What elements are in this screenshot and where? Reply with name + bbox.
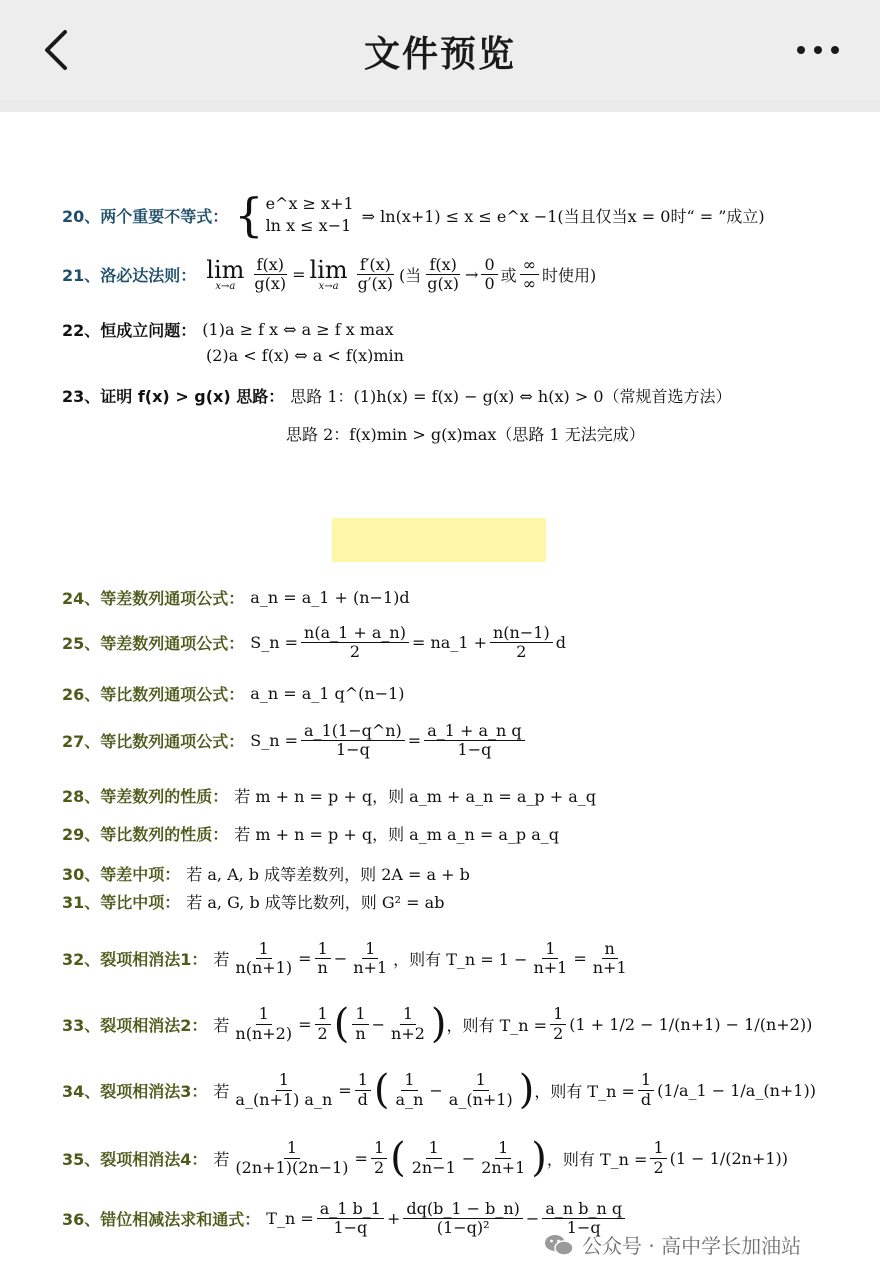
formula-text: ，则有 T_n = bbox=[534, 1081, 635, 1101]
fraction: $\frac{1}{2n+1}$ bbox=[481, 1138, 526, 1177]
formula-text: = bbox=[407, 731, 422, 751]
fraction: $\frac{dq(b\_1 - b\_n)}{\text{(1−q)²}}$ bbox=[403, 1200, 523, 1238]
formula-27 bbox=[62, 722, 528, 760]
formula-text: a_n = a_1 q^(n−1) bbox=[250, 684, 405, 703]
formula-text: 或 bbox=[500, 266, 517, 286]
fraction: $\frac{1}{n(n+1)}$ bbox=[235, 939, 293, 978]
formula-30 bbox=[62, 862, 470, 885]
fraction: $\frac{1}{n(n+2)}$ bbox=[235, 1004, 293, 1043]
fraction: $\frac{1}{2}$ bbox=[315, 1005, 331, 1043]
formula-text: 若 m + n = p + q，则 a_m + a_n = a_p + a_q bbox=[234, 787, 597, 806]
formula-text: 若 bbox=[213, 1015, 230, 1035]
formula-label: 35、裂项相消法4： bbox=[62, 1149, 208, 1169]
formula-label: 27、等比数列通项公式： bbox=[62, 732, 245, 752]
fraction: $\frac{n(n-1)}{2}$ bbox=[490, 624, 553, 662]
formula-text: 若 a, A, b 成等差数列，则 2A = a + b bbox=[186, 865, 470, 884]
formula-text: S_n = bbox=[250, 731, 299, 751]
formula-label: 24、等差数列通项公式： bbox=[62, 589, 245, 608]
formula-label: 21、洛必达法则： bbox=[62, 266, 197, 286]
fraction: $\frac{1}{2n-1}$ bbox=[411, 1138, 456, 1177]
formula-text: 若 bbox=[213, 1081, 230, 1101]
fraction: $\frac{\infty}{\infty}$ bbox=[520, 256, 539, 294]
fraction: $\frac{1}{a\_n}$ bbox=[395, 1070, 424, 1109]
formula-29 bbox=[62, 822, 559, 845]
formula-text: ，则有 T_n = 1 − bbox=[393, 950, 528, 970]
case-line: e^x ≥ x+1 bbox=[265, 193, 354, 213]
formula-text: ，则有 T_n = bbox=[446, 1015, 548, 1035]
fraction: $\frac{0}{0}$ bbox=[481, 256, 497, 294]
formula-text: (1 − 1/(2n+1)) bbox=[669, 1148, 789, 1168]
case-system bbox=[234, 188, 354, 242]
more-button[interactable] bbox=[790, 30, 846, 70]
formula-35: 35、裂项相消法4： 若 $\frac{1}{(2n+1)(2n-1)}$ = $\frac{1}{2}$ ( $\frac{1}{2n-1}$ − $\frac{1}{2n+1}$ ) ，则有 T_n = $\frac{1}{2}$ (1 − 1/(2n+1)) bbox=[62, 1135, 789, 1181]
formula-text: (1)a ≥ f x ⇔ a ≥ f x max bbox=[202, 320, 394, 339]
formula-25 bbox=[62, 624, 566, 662]
limit: lim x→a bbox=[206, 255, 245, 292]
fraction: $\frac{1}{2}$ bbox=[650, 1139, 666, 1177]
formula-label: 33、裂项相消法2： bbox=[62, 1015, 208, 1035]
case-line: ln x ≤ x−1 bbox=[265, 216, 352, 235]
formula-32: 32、裂项相消法1： 若 $\frac{1}{n(n+1)}$ = $\frac{1}{n}$ − $\frac{1}{n+1}$ ，则有 T_n = 1 − $\frac{1}{n+1}$ = $\frac{n}{n+1}$ bbox=[62, 940, 633, 978]
formula-text: ⇒ ln(x+1) ≤ x ≤ e^x −1(当且仅当x = 0时“ = ”成立) bbox=[361, 206, 765, 226]
formula-24 bbox=[62, 586, 410, 609]
formula-label: 36、错位相减法求和通式： bbox=[62, 1210, 261, 1230]
formula-text: (2)a < f(x) ⇔ a < f(x)min bbox=[206, 346, 404, 365]
formula-label: 30、等差中项： bbox=[62, 865, 181, 884]
formula-text: 若 bbox=[213, 950, 230, 970]
formula-label: 28、等差数列的性质： bbox=[62, 787, 229, 806]
fraction: $\frac{1}{2}$ bbox=[550, 1005, 566, 1043]
fraction: $\frac{\text{a\_1 + a\_n q}}{1-q}$ bbox=[424, 722, 524, 760]
formula-label: 26、等比数列通项公式： bbox=[62, 685, 245, 704]
formula-text: 若 bbox=[213, 1149, 230, 1169]
formula-26 bbox=[62, 682, 405, 705]
formula-text: a_n = a_1 + (n−1)d bbox=[250, 588, 410, 607]
fraction: $\frac{a\_1(1-q\^{}n)}{1-q}$ bbox=[301, 722, 405, 760]
fraction: $\frac{1}{(2n+1)(2n-1)}$ bbox=[235, 1138, 349, 1177]
formula-label: 25、等差数列通项公式： bbox=[62, 634, 245, 654]
formula-36: 36、错位相减法求和通式： T_n = $\frac{a\_1 b\_1}{1-q}$ + $\frac{dq(b\_1 - b\_n)}{\text{(1−q)²}}$ − $\frac{\text{a\_n b\_n q}}{1-q}$ bbox=[62, 1200, 628, 1238]
formula-text: 思路 2：f(x)min > g(x)max（思路 1 无法完成） bbox=[286, 425, 645, 444]
fraction: $\frac{1}{d}$ bbox=[355, 1071, 371, 1109]
formula-text: d bbox=[555, 633, 566, 653]
fraction: $\frac{\text{a\_n b\_n q}}{1-q}$ bbox=[542, 1200, 625, 1238]
fraction: $\frac{1}{2}$ bbox=[371, 1139, 387, 1177]
fraction: $\frac{f(x)}{g(x)}$ bbox=[427, 255, 460, 294]
fraction: $\frac{1}{n}$ bbox=[315, 940, 331, 978]
formula-22 bbox=[62, 318, 394, 341]
chapter-heading bbox=[332, 518, 546, 562]
formula-23 bbox=[62, 384, 732, 407]
watermark bbox=[544, 1230, 801, 1259]
formula-22-line2 bbox=[206, 346, 404, 365]
formula-text: = na_1 + bbox=[411, 633, 487, 653]
formula-text: (当 bbox=[399, 266, 422, 286]
brace: { bbox=[234, 188, 264, 242]
formula-text: T_n = bbox=[266, 1209, 314, 1229]
fraction: $\frac{1}{n}$ bbox=[352, 1005, 368, 1043]
page-title: 文件预览 bbox=[363, 34, 516, 75]
formula-28 bbox=[62, 784, 596, 807]
formula-text: 若 m + n = p + q，则 a_m a_n = a_p a_q bbox=[234, 825, 560, 844]
fraction: $\frac{1}{n+1}$ bbox=[533, 939, 568, 978]
formula-text: 思路 1：(1)h(x) = f(x) − g(x) ⇔ h(x) > 0（常规首选方法） bbox=[290, 387, 732, 406]
fraction: $\frac{n(a\_1 + a\_n)}{2}$ bbox=[301, 624, 409, 662]
formula-34: 34、裂项相消法3： 若 $\frac{1}{a\_(n+1) a\_n}$ = $\frac{1}{d}$ ( $\frac{1}{a\_n}$ − $\frac{1}{a\_(n+1)}$ ) ，则有 T_n = $\frac{1}{d}$ (1/a_1 − 1/a_(n+1)) bbox=[62, 1067, 816, 1113]
formula-label: 23、证明 f(x) > g(x) 思路： bbox=[62, 387, 285, 406]
fraction: $\frac{1}{a\_(n+1) a\_n}$ bbox=[235, 1070, 333, 1109]
top-bar bbox=[0, 0, 880, 100]
formula-label: 29、等比数列的性质： bbox=[62, 825, 229, 844]
formula-label: 20、两个重要不等式： bbox=[62, 206, 229, 226]
formula-20 bbox=[62, 188, 765, 242]
formula-text: ，则有 T_n = bbox=[546, 1149, 648, 1169]
formula-label: 32、裂项相消法1： bbox=[62, 950, 208, 970]
fraction: $\frac{n}{n+1}$ bbox=[592, 939, 627, 978]
more-icon bbox=[796, 45, 840, 55]
formula-text: 若 a, G, b 成等比数列，则 G² = ab bbox=[186, 893, 445, 912]
fraction: $\frac{a\_1 b\_1}{1-q}$ bbox=[317, 1200, 384, 1238]
formula-text: S_n = bbox=[250, 633, 299, 653]
fraction: $\frac{1}{n+2}$ bbox=[391, 1004, 425, 1043]
formula-23-line2 bbox=[286, 422, 645, 445]
wechat-icon bbox=[544, 1233, 574, 1257]
formula-label: 22、恒成立问题： bbox=[62, 321, 197, 340]
formula-label: 34、裂项相消法3： bbox=[62, 1081, 208, 1101]
formula-text: (1/a_1 − 1/a_(n+1)) bbox=[657, 1080, 816, 1100]
watermark-text: 公众号 · 高中学长加油站 bbox=[582, 1234, 802, 1258]
formula-text: 时使用) bbox=[541, 266, 597, 286]
formula-label: 31、等比中项： bbox=[62, 893, 181, 912]
formula-31 bbox=[62, 890, 444, 913]
fraction: $\frac{f'(x)}{g'(x)}$ bbox=[357, 255, 394, 294]
formula-33: 33、裂项相消法2： 若 $\frac{1}{n(n+2)}$ = $\frac{1}{2}$ ( $\frac{1}{n}$ − $\frac{1}{n+2}$ ) ，则有 T_n = $\frac{1}{2}$ (1 + 1/2 − 1/(n+1) − 1/(n+2)) bbox=[62, 1001, 813, 1047]
limit: lim x→a bbox=[309, 255, 348, 292]
formula-text: (1 + 1/2 − 1/(n+1) − 1/(n+2)) bbox=[569, 1014, 813, 1034]
fraction: $\frac{1}{n+1}$ bbox=[353, 939, 388, 978]
fraction: $\frac{1}{a\_(n+1)}$ bbox=[448, 1070, 513, 1109]
fraction: $\frac{1}{d}$ bbox=[638, 1071, 654, 1109]
fraction: $\frac{f(x)}{g(x)}$ bbox=[254, 255, 287, 294]
formula-21: 21、洛必达法则： lim x→a $\frac{f(x)}{g(x)}$ = lim x→a $\frac{f'(x)}{g'(x)}$ (当 $\frac{f(x)}{g(x)}$ → $\frac{0}{0}$ 或 $\frac{\infty}{\infty}$ 时使用) bbox=[62, 255, 597, 294]
